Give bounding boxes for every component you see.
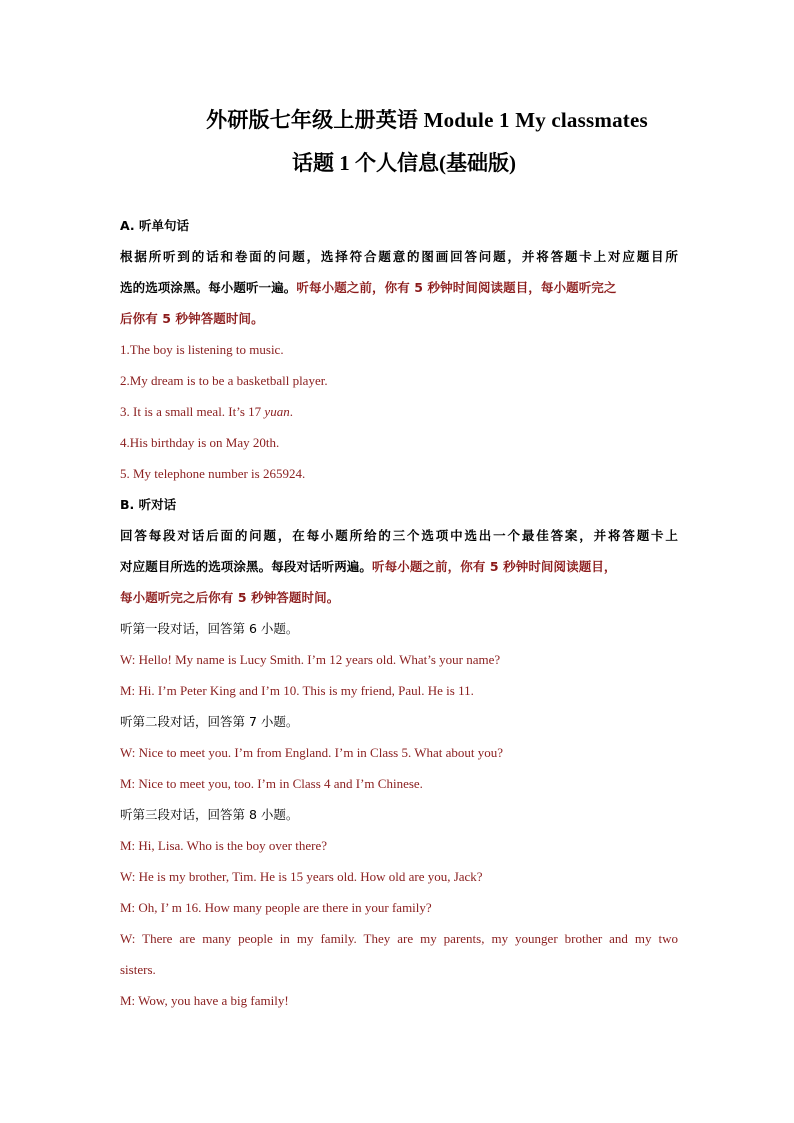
section-b-instruction-red: 听每小题之前，你有 5 秒钟时间阅读题目， [372,559,617,574]
section-b-instruction-red-2: 每小题听完之后你有 5 秒钟答题时间。 [120,590,340,605]
section-a-instruction-line2 [120,276,678,307]
section-b-instruction-line1 [120,524,678,555]
dialog-3-line-6: M: Wow, you have a big family! [120,993,289,1008]
section-a-instruction-red-2: 后你有 5 秒钟答题时间。 [120,311,264,326]
section-a-heading: A. 听单句话 [120,218,190,233]
dialog-2-prompt: 听第二段对话，回答第 7 小题。 [120,714,299,729]
section-a-item-3-tail: . [289,404,293,419]
section-a-instruction-line3 [120,307,678,338]
section-a-instruction-red: 听每小题之前，你有 5 秒钟时间阅读题目，每小题听完之 [296,280,617,295]
dialog-3-line-4 [120,927,678,958]
section-b-instruction-line3 [120,586,678,617]
document-body [120,214,678,1020]
section-a-item-4: 4.His birthday is on May 20th. [120,435,280,450]
dialog-3-line-1: M: Hi, Lisa. Who is the boy over there? [120,838,327,853]
dialog-1-prompt: 听第一段对话，回答第 6 小题。 [120,621,299,636]
document-subtitle: 话题 1 个人信息(基础版) [292,151,516,175]
section-a-item-2: 2.My dream is to be a basketball player. [120,373,328,388]
dialog-3-line-5: sisters. [120,962,156,977]
dialog-1-line-2: M: Hi. I’m Peter King and I’m 10. This is my friend, Paul. He is 11. [120,683,474,698]
section-a-item-3-text: 3. It is a small meal. It’s 17 [120,404,265,419]
section-a-item-5: 5. My telephone number is 265924. [120,466,306,481]
section-a-item-3-italic: yuan [264,404,290,419]
section-b-heading: B. 听对话 [120,497,177,512]
section-b-instruction-line2 [120,555,678,586]
dialog-1-line-1: W: Hello! My name is Lucy Smith. I’m 12 years old. What’s your name? [120,652,501,667]
dialog-3-line-2: W: He is my brother, Tim. He is 15 years old. How old are you, Jack? [120,869,483,884]
document-title: 外研版七年级上册英语 Module 1 My classmates [206,108,648,132]
section-a-instruction-black: 选的选项涂黑。每小题听一遍。 [120,280,297,295]
dialog-2-line-1: W: Nice to meet you. I’m from England. I’m in Class 5. What about you? [120,745,504,760]
section-a-instruction-text1: 根据所听到的话和卷面的问题，选择符合题意的图画回答问题，并将答题卡上对应题目所 [120,249,678,264]
section-b-instruction-text1: 回答每段对话后面的问题，在每小题所给的三个选项中选出一个最佳答案，并将答题卡上 [120,528,678,543]
section-b-instruction-black: 对应题目所选的选项涂黑。每段对话听两遍。 [120,559,373,574]
section-a-item-1: 1.The boy is listening to music. [120,342,284,357]
dialog-2-line-2: M: Nice to meet you, too. I’m in Class 4 and I’m Chinese. [120,776,423,791]
dialog-3-prompt: 听第三段对话，回答第 8 小题。 [120,807,299,822]
section-a-item-3 [120,400,678,431]
dialog-3-line-3: M: Oh, I’ m 16. How many people are there in your family? [120,900,432,915]
section-a-instruction-line1 [120,245,678,276]
dialog-3-line-4-text: W: There are many people in my family. They are my parents, my younger brother and my two [120,931,678,946]
